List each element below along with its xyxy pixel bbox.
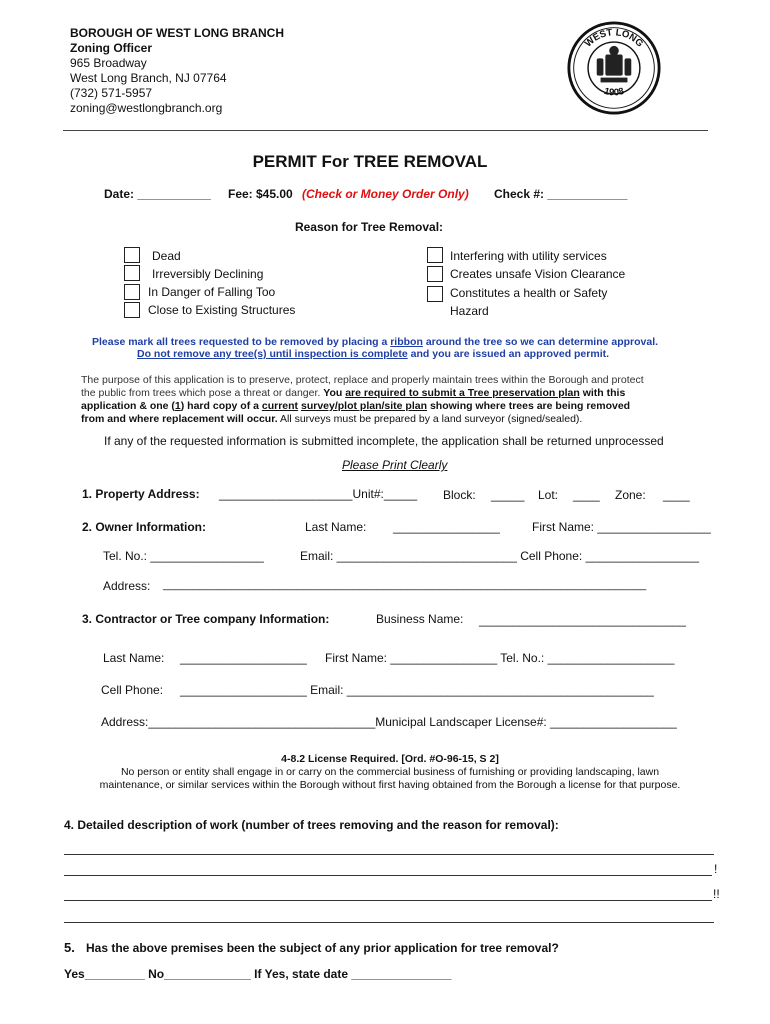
section-5-label: Has the above premises been the subject of any prior application for tree removal? bbox=[86, 941, 559, 955]
svg-text:1908 bbox=[603, 86, 626, 99]
owner-tel-field[interactable]: Tel. No.: _________________ bbox=[103, 549, 264, 563]
purpose-bold: showing where trees are being removed bbox=[429, 400, 631, 412]
owner-first-name-field[interactable]: First Name: _________________ bbox=[532, 520, 711, 534]
reason-heading: Reason for Tree Removal: bbox=[294, 220, 444, 234]
seal-emblem bbox=[597, 46, 632, 82]
lot-label: Lot: bbox=[538, 488, 559, 502]
fee-note: (Check or Money Order Only) bbox=[302, 187, 469, 201]
contractor-last-name-label: Last Name: bbox=[103, 651, 165, 665]
description-mark: !! bbox=[713, 887, 720, 901]
print-clearly: Please Print Clearly bbox=[342, 458, 448, 472]
address-line-2: West Long Branch, NJ 07764 bbox=[70, 71, 227, 85]
purpose-bold-underline: current bbox=[261, 400, 299, 412]
reason-label: Constitutes a health or Safety bbox=[450, 286, 608, 300]
email: zoning@westlongbranch.org bbox=[70, 101, 223, 115]
property-address-field[interactable]: ____________________Unit#:_____ bbox=[219, 487, 418, 501]
purpose-line bbox=[81, 413, 582, 425]
office-name: Zoning Officer bbox=[70, 41, 152, 55]
purpose-line: The purpose of this application is to preserve, protect, replace and properly maintain trees within the Borough and protect bbox=[81, 374, 644, 386]
reason-label: In Danger of Falling Too bbox=[148, 285, 276, 299]
check-number-field[interactable]: Check #: ____________ bbox=[494, 187, 628, 201]
reason-label: Dead bbox=[152, 249, 181, 263]
address-line-1: 965 Broadway bbox=[70, 56, 147, 70]
section-1-label: 1. Property Address: bbox=[82, 487, 200, 501]
checkbox-close-structures[interactable] bbox=[124, 302, 140, 318]
checkbox-utility[interactable] bbox=[427, 247, 443, 263]
purpose-bold: application & one ( bbox=[81, 400, 175, 412]
checkbox-declining[interactable] bbox=[124, 265, 140, 281]
section-5-number: 5. bbox=[64, 940, 75, 955]
purpose-bold: with this bbox=[582, 387, 626, 399]
license-heading: 4-8.2 License Required. [Ord. #O-96-15, S 2] bbox=[281, 753, 499, 765]
purpose-bold-underline: are required to submit a Tree preservation plan bbox=[345, 387, 580, 399]
notice-text: around the tree so we can determine approval. bbox=[425, 336, 659, 348]
purpose-line bbox=[81, 387, 625, 399]
contractor-cell-label: Cell Phone: bbox=[101, 683, 164, 697]
borough-header bbox=[70, 26, 284, 116]
date-field[interactable]: Date: ___________ bbox=[104, 187, 211, 201]
description-line-4[interactable] bbox=[64, 922, 714, 923]
description-line-2[interactable] bbox=[64, 875, 712, 876]
purpose-bold-underline: survey/plot plan/site plan bbox=[300, 400, 428, 412]
reason-label: Creates unsafe Vision Clearance bbox=[450, 267, 626, 281]
license-text: maintenance, or similar services within the Borough without first having obtained from the Borough a license for that purpose. bbox=[99, 779, 681, 791]
zone-field[interactable]: ____ bbox=[663, 488, 690, 502]
purpose-line bbox=[81, 400, 630, 412]
block-field[interactable]: _____ bbox=[491, 488, 525, 502]
incomplete-note: If any of the requested information is submitted incomplete, the application shall be returned unprocessed bbox=[104, 434, 664, 448]
seal-top-text: WEST LONG bbox=[582, 27, 646, 50]
description-line-3[interactable] bbox=[64, 900, 712, 901]
owner-email-cell-field[interactable]: Email: ___________________________ Cell Phone: _________________ bbox=[300, 549, 700, 563]
purpose-text: All surveys must be prepared by a land surveyor (signed/sealed). bbox=[280, 413, 583, 425]
seal-year-text: 1908 bbox=[602, 85, 626, 99]
section-2-label: 2. Owner Information: bbox=[82, 520, 207, 534]
checkbox-vision-clearance[interactable] bbox=[427, 266, 443, 282]
checkbox-health-safety[interactable] bbox=[427, 286, 443, 302]
business-name-field[interactable]: _______________________________ bbox=[479, 613, 686, 627]
block-label: Block: bbox=[443, 488, 476, 502]
owner-address-label: Address: bbox=[103, 579, 151, 593]
purpose-bold: ) hard copy of a bbox=[180, 400, 259, 412]
ribbon-notice bbox=[92, 336, 658, 348]
license-text: No person or entity shall engage in or carry on the commercial business of furnishing or providing landscaping, lawn bbox=[120, 766, 660, 778]
notice-underlined: Do not remove any tree(s) until inspection is complete bbox=[137, 348, 408, 360]
notice-text: and you are issued an approved permit. bbox=[410, 348, 610, 360]
notice-ribbon: ribbon bbox=[390, 336, 423, 348]
section-3-label: 3. Contractor or Tree company Information: bbox=[82, 612, 330, 626]
purpose-text: the public from trees which pose a threat or danger. bbox=[81, 387, 321, 399]
description-mark: ! bbox=[714, 862, 718, 876]
prior-application-answer[interactable]: Yes_________ No_____________ If Yes, state date _______________ bbox=[64, 967, 452, 981]
checkbox-danger-falling[interactable] bbox=[124, 284, 140, 300]
business-name-label: Business Name: bbox=[376, 612, 464, 626]
phone: (732) 571-5957 bbox=[70, 86, 153, 100]
borough-seal bbox=[566, 20, 662, 116]
checkbox-dead[interactable] bbox=[124, 247, 140, 263]
owner-last-name-field[interactable]: ________________ bbox=[393, 520, 500, 534]
purpose-bold: You bbox=[323, 387, 343, 399]
contractor-cell-email-field[interactable]: ___________________ Email: ______________________________________________ bbox=[180, 683, 654, 697]
header-divider bbox=[63, 130, 708, 131]
reason-label: Interfering with utility services bbox=[450, 249, 607, 263]
page-title: PERMIT For TREE REMOVAL bbox=[252, 152, 488, 171]
owner-last-name-label: Last Name: bbox=[305, 520, 367, 534]
fee-label: Fee: $45.00 bbox=[228, 187, 293, 201]
reason-label: Close to Existing Structures bbox=[148, 303, 296, 317]
description-line-1[interactable] bbox=[64, 854, 714, 855]
reason-label: Irreversibly Declining bbox=[152, 267, 264, 281]
lot-field[interactable]: ____ bbox=[573, 488, 600, 502]
contractor-address-license-field[interactable]: Address:__________________________________Municipal Landscaper License#: ___________________ bbox=[101, 715, 677, 729]
purpose-bold-underline: 1 bbox=[174, 400, 181, 412]
contractor-first-tel-field[interactable]: First Name: ________________ Tel. No.: ___________________ bbox=[325, 651, 675, 665]
org-name: BOROUGH OF WEST LONG BRANCH bbox=[70, 26, 284, 40]
purpose-bold: from and where replacement will occur. bbox=[81, 413, 278, 425]
section-4-label: 4. Detailed description of work (number of trees removing and the reason for removal): bbox=[64, 818, 559, 832]
contractor-last-name-field[interactable]: ___________________ bbox=[180, 651, 307, 665]
inspection-notice bbox=[137, 348, 609, 360]
notice-text: Please mark all trees requested to be removed by placing a bbox=[92, 336, 388, 348]
owner-address-field[interactable]: _______________________________________________________________________________ bbox=[163, 579, 647, 591]
zone-label: Zone: bbox=[615, 488, 646, 502]
reason-label: Hazard bbox=[450, 304, 489, 318]
